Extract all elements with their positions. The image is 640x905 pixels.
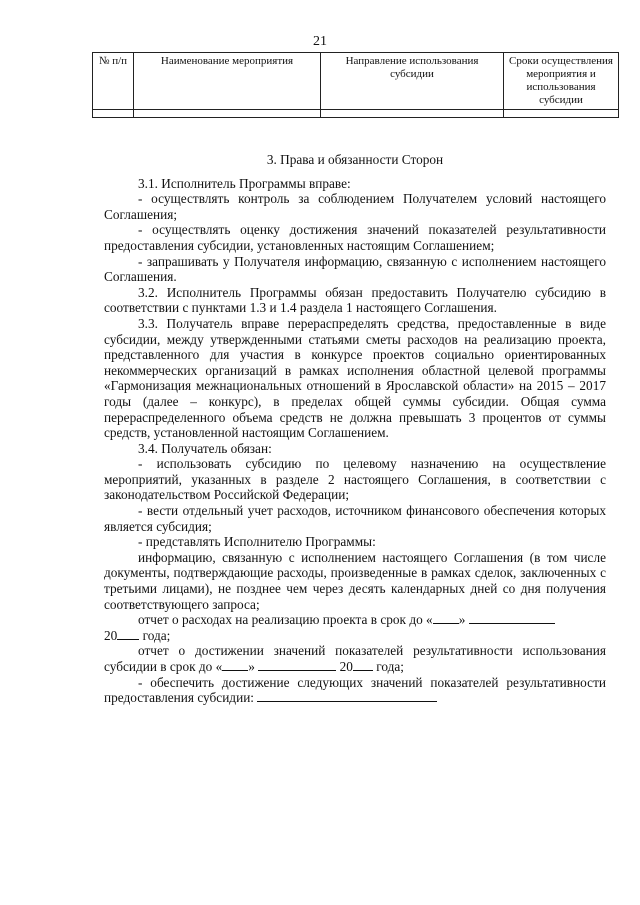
table-cell [321, 110, 504, 118]
table-cell [134, 110, 321, 118]
indicators-blank [257, 690, 437, 702]
col-header-deadlines: Сроки осуществления мероприятия и использования субсидии [504, 53, 619, 110]
section-title: 3. Права и обязанности Сторон [266, 152, 444, 167]
col-header-event-name: Наименование мероприятия [134, 53, 321, 110]
paragraph-3-3: 3.3. Получатель вправе перераспределять средства, предоставленные в виде субсидии, между утвержденными статьями сметы расходов на реализацию проекта, представленного для участия в конкурсе проектов социально ориентированных некоммерческих организаций в рамках исполнения областной целевой программы «Гармонизация межнациональных отношений в Ярославской области» на 2015 – 2017 годы (далее – конкурс), в пределах общей суммы субсидии. Общая сумма перераспределенного объема средств не должна превышать 3 процентов от суммы средств, установленной настоящим Соглашением. [104, 315, 606, 441]
table-row [93, 110, 619, 118]
month-blank [258, 659, 336, 671]
year-blank [353, 659, 373, 671]
year-suffix: года; [372, 659, 404, 674]
paragraph-information: информацию, связанную с исполнением настоящего Соглашения (в том числе документы, подтверждающие расходы, произведенные в рамках сделок, заключенных с третьими лицами), не позднее чем через десять календарных дней со дня получения соответствующего запроса; [104, 549, 606, 612]
day-blank [433, 612, 459, 624]
paragraph-expense-report [104, 612, 606, 628]
year-prefix: 20 [104, 627, 118, 643]
quote-close: » [248, 659, 255, 674]
results-report-text: отчет о достижении значений показателей результативности использования субсидии в срок до « [104, 643, 606, 674]
indicators-text: - обеспечить достижение следующих значений показателей результативности предоставления субсидии: [104, 674, 606, 706]
year-suffix: года; [139, 627, 171, 643]
year-prefix: 20 [339, 659, 353, 674]
paragraph-submit-to-executor: - представлять Исполнителю Программы: [138, 534, 376, 550]
paragraph-3-2: 3.2. Исполнитель Программы обязан предоставить Получателю субсидию в соответствии с пунктами 1.3 и 1.4 раздела 1 настоящего Соглашения. [104, 284, 606, 316]
paragraph-use-subsidy: - использовать субсидию по целевому назначению на осуществление мероприятий, указанных в разделе 2 настоящего Соглашения, в соответствии с законодательством Российской Федерации; [104, 456, 606, 503]
col-header-number: № п/п [93, 53, 134, 110]
paragraph-3-4: 3.4. Получатель обязан: [138, 440, 272, 456]
quote-close: » [458, 612, 466, 628]
subsidy-table [92, 52, 619, 118]
month-blank [469, 612, 555, 624]
table-header-row [93, 53, 619, 110]
document-body [104, 152, 606, 706]
paragraph-control-right: - осуществлять контроль за соблюдением Получателем условий настоящего Соглашения; [104, 191, 606, 222]
paragraph-results-report [104, 643, 606, 674]
paragraph-request-info-right: - запрашивать у Получателя информацию, связанную с исполнением настоящего Соглашения. [104, 253, 606, 285]
table-cell [504, 110, 619, 118]
paragraph-evaluation-right: - осуществлять оценку достижения значений показателей результативности предоставления субсидии, установленных настоящим Соглашением; [104, 222, 606, 253]
page-number: 21 [313, 34, 327, 49]
col-header-usage-direction: Направление использования субсидии [321, 53, 504, 110]
table-cell [93, 110, 134, 118]
expense-report-text: отчет о расходах на реализацию проекта в срок до « [138, 612, 433, 628]
paragraph-indicators [104, 675, 606, 706]
day-blank [222, 659, 248, 671]
paragraph-3-1: 3.1. Исполнитель Программы вправе: [138, 175, 351, 191]
paragraph-expense-report-year [104, 628, 606, 644]
paragraph-separate-accounting: - вести отдельный учет расходов, источником финансового обеспечения которых является субсидия; [104, 503, 606, 534]
year-blank [117, 628, 139, 640]
